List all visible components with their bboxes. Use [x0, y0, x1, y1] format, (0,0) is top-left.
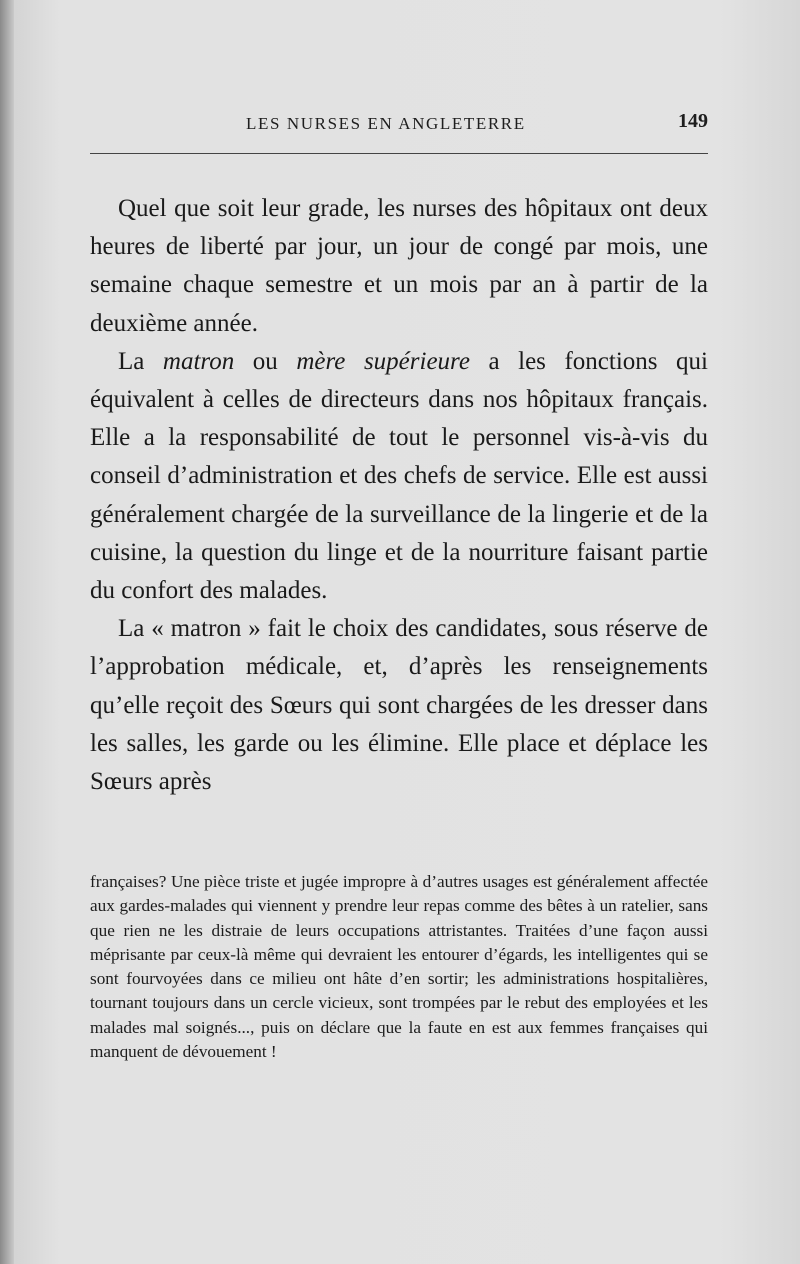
- paragraph-2-italic-mere-superieure: mère supérieure: [296, 347, 470, 375]
- header-rule: [90, 153, 708, 154]
- paragraph-2-start: La: [118, 347, 163, 375]
- footnote: [90, 870, 708, 1064]
- running-title: LES NURSES EN ANGLETERRE: [246, 114, 526, 133]
- paragraph-2-rest: a les fonctions qui équivalent à celles de directeurs dans nos hôpitaux français. Elle a la responsabilité de tout le personnel vis-à-vis du conseil d’administration et des chefs de service. Elle est aussi généralement chargée de la surveillance de la lingerie et de la cuisine, la question du linge et de la nourriture faisant partie du confort des malades.: [90, 347, 708, 605]
- paragraph-1: Quel que soit leur grade, les nurses des hôpitaux ont deux heures de liberté par jour, un jour de congé par mois, une semaine chaque semestre et un mois par an à partir de la deuxième année.: [90, 195, 708, 337]
- page-number: 149: [678, 110, 708, 132]
- footnote-text: françaises? Une pièce triste et jugée impropre à d’autres usages est généralement affectée aux gardes-malades qui viennent y prendre leur repas comme des bêtes à un ratelier, sans que rien ne les distraie de leurs occupations attristantes. Traitées d’une façon aussi méprisante par ceux-là même qui devraient les entourer d’égards, les intelligentes qui se sont fourvoyées dans ce milieu ont hâte d’en sortir; les administrations hospitalières, tournant toujours dans un cercle vicieux, sont trompées par le rebut des employées et les malades mal soignés..., puis on déclare que la faute en est aux femmes françaises qui manquent de dévouement !: [90, 872, 708, 1062]
- page-gutter-shadow: [0, 0, 14, 1264]
- page-header: [90, 112, 710, 142]
- paragraph-2: [90, 343, 708, 610]
- paragraph-2-italic-matron: matron: [162, 347, 235, 375]
- paragraph-3: La « matron » fait le choix des candidates, sous réserve de l’approbation médicale, et, d’après les renseignements qu’elle reçoit des Sœurs qui sont chargées de les dresser dans les salles, les garde ou les élimine. Elle place et déplace les Sœurs après: [90, 615, 708, 796]
- paragraph-2-mid: ou: [234, 347, 297, 375]
- main-text: [90, 190, 708, 801]
